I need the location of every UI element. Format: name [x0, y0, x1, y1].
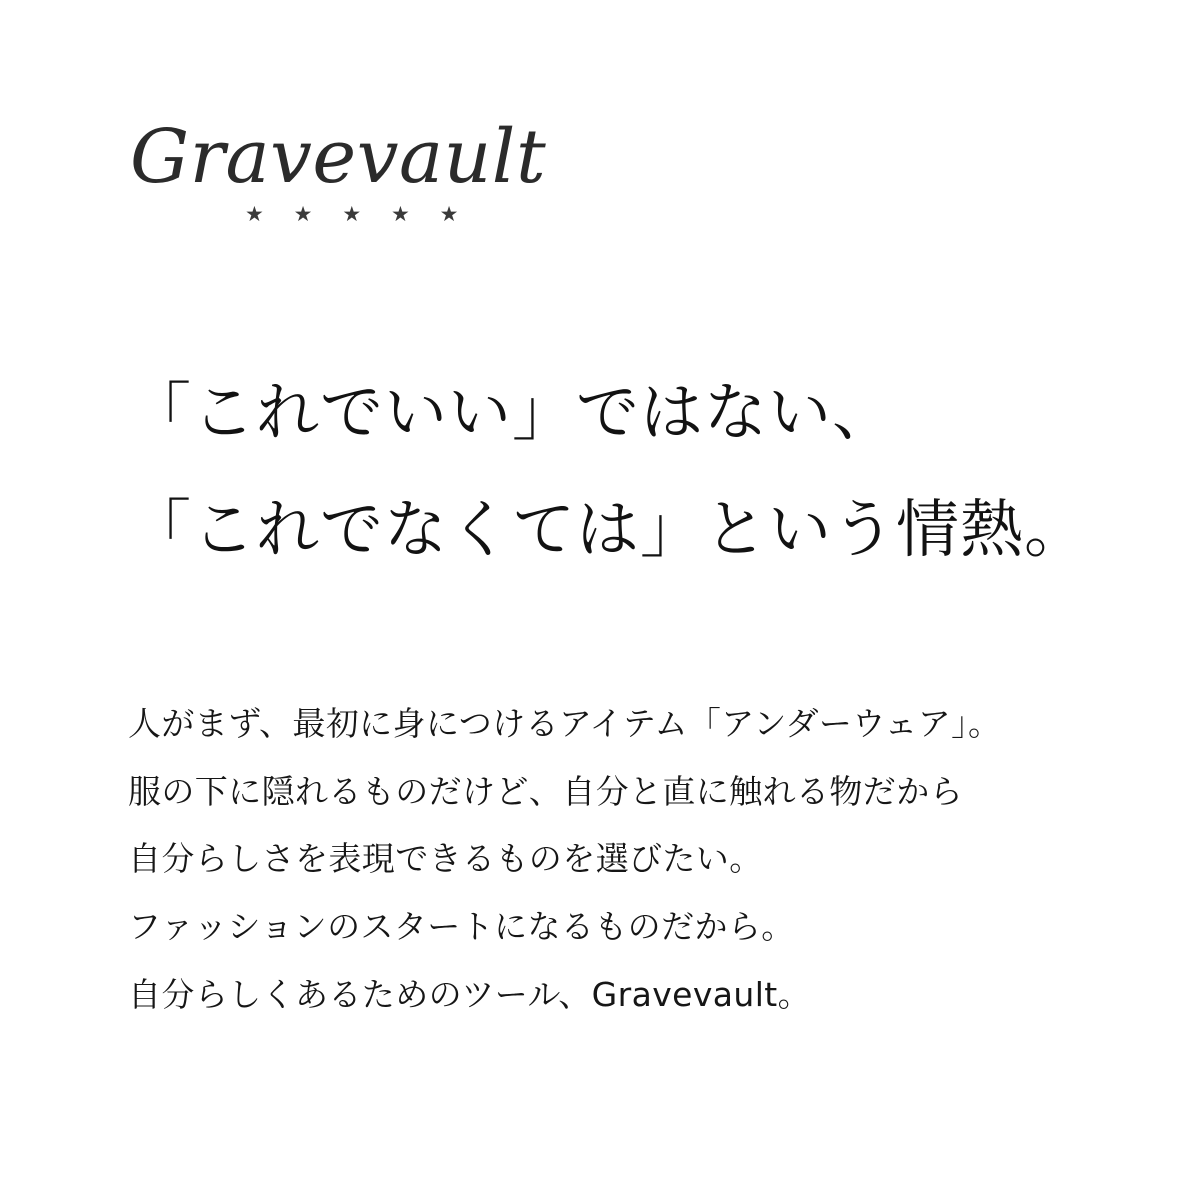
body-copy-block	[128, 690, 1138, 1028]
brand-wordmark: Gravevault	[130, 114, 547, 200]
headline-line-2: 「これでなくては」という情熱。	[128, 492, 1088, 566]
body-line-3: 自分らしさを表現できるものを選びたい。	[128, 839, 763, 879]
body-line-1: 人がまず、最初に身につけるアイテム「アンダーウェア」。	[128, 704, 1002, 743]
brand-block	[130, 114, 690, 226]
headline-line-1: 「これでいい」ではない、	[128, 376, 896, 449]
body-line-2: 服の下に隠れるものだけど、自分と直に触れる物だから	[128, 771, 963, 811]
body-line-4: ファッションのスタートになるものだから。	[128, 906, 795, 946]
headline-block	[128, 355, 1128, 588]
body-line-5: 自分らしくあるためのツール、Gravevault。	[128, 974, 812, 1014]
brand-stars-icon: ★ ★ ★ ★ ★	[245, 203, 471, 226]
